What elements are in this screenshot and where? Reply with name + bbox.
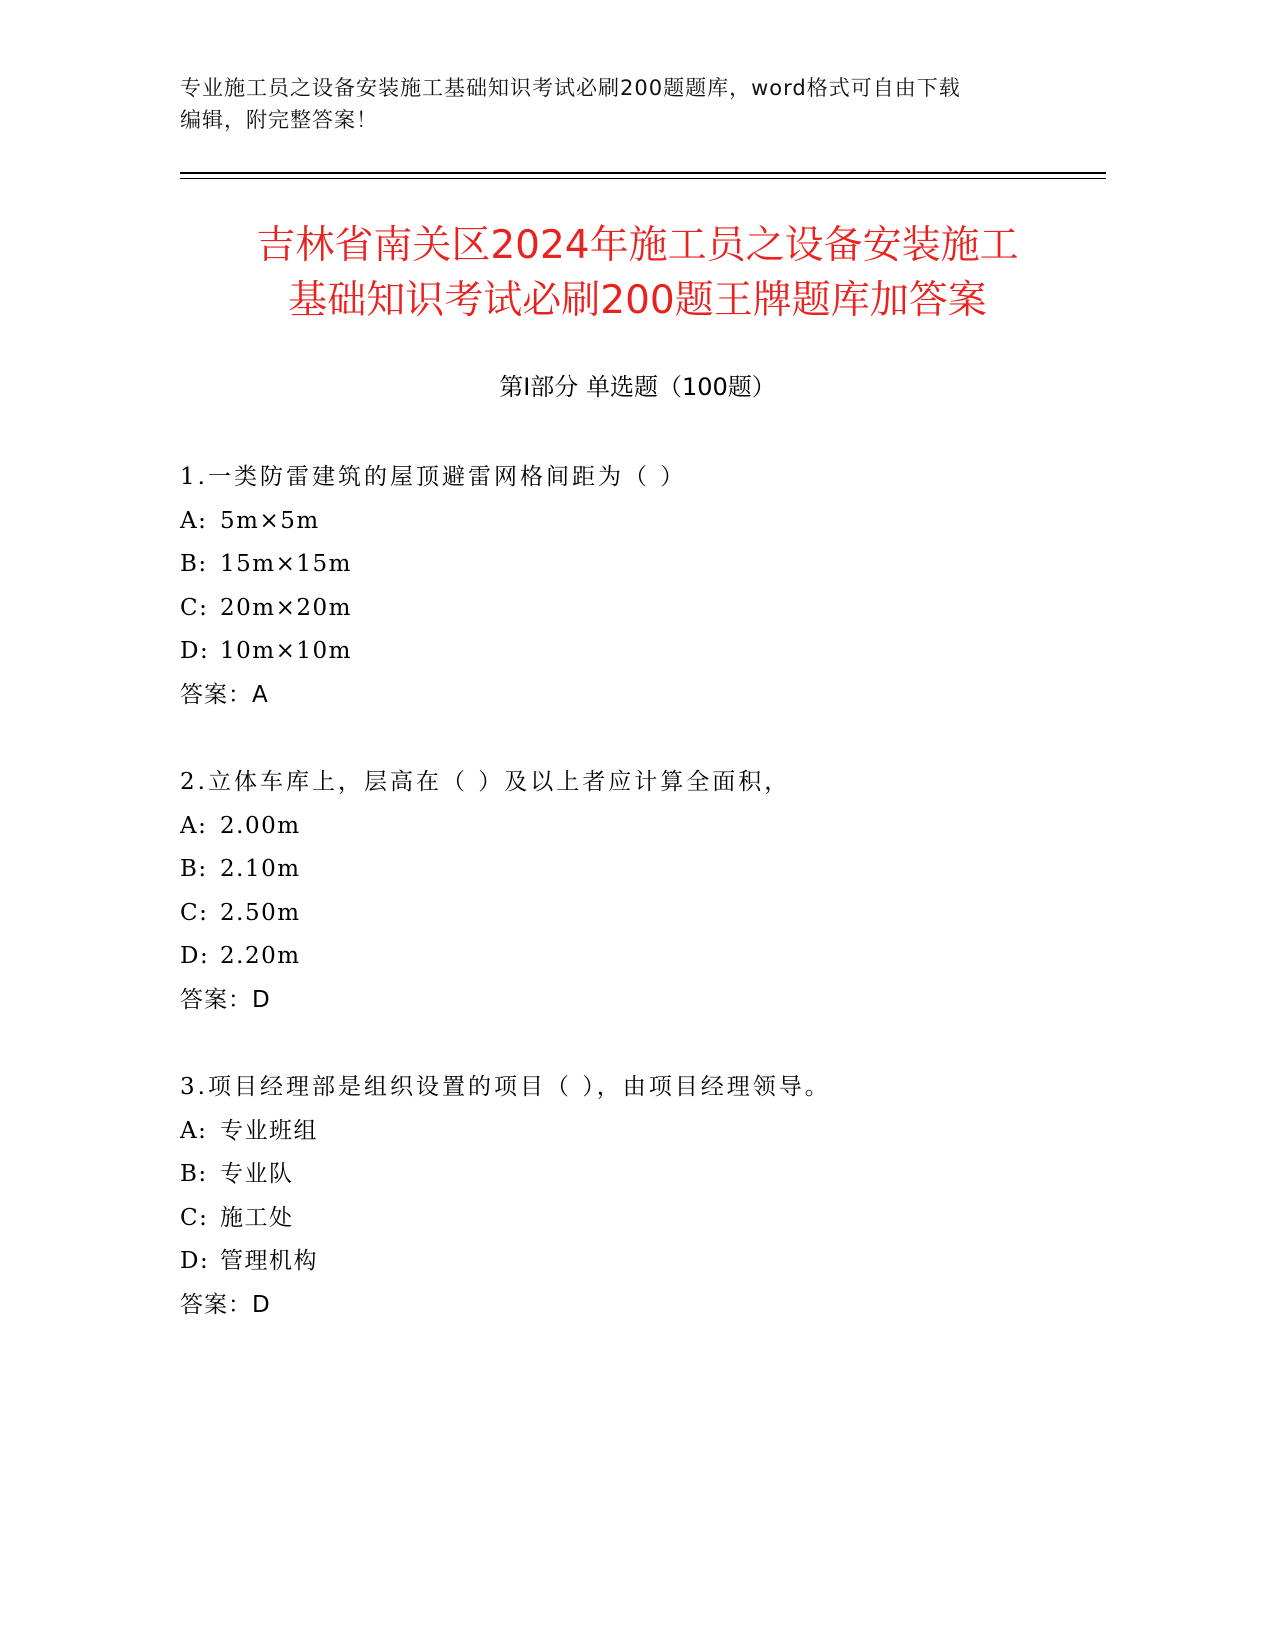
question-2 <box>180 761 1080 1023</box>
option-letter: D: <box>180 638 210 665</box>
option-letter: C: <box>180 899 209 926</box>
option-letter: B: <box>180 856 208 883</box>
option-d <box>180 630 1080 674</box>
header-note-line-1: 专业施工员之设备安装施工基础知识考试必刷200题题库，word格式可自由下载 <box>180 76 961 100</box>
option-text: 施工处 <box>220 1204 294 1231</box>
question-1 <box>180 456 1080 718</box>
question-3 <box>180 1066 1080 1328</box>
option-text: 2.50m <box>220 899 301 926</box>
option-text: 管理机构 <box>220 1248 318 1275</box>
option-text: 2.10m <box>220 856 301 883</box>
document-title-line-1: 吉林省南关区2024年施工员之设备安装施工 <box>256 223 1019 268</box>
section-heading: 第Ⅰ部分 单选题（100题） <box>499 373 776 401</box>
option-text: 10m×10m <box>220 638 352 665</box>
option-letter: B: <box>180 551 208 578</box>
option-a <box>180 500 1080 544</box>
option-b <box>180 848 1080 892</box>
option-c <box>180 587 1080 631</box>
question-stem: 2.立体车库上，层高在（ ）及以上者应计算全面积， <box>180 769 791 795</box>
header-divider-thin <box>180 178 1106 179</box>
document-title-line-2: 基础知识考试必刷200题王牌题库加答案 <box>288 278 987 323</box>
header-note-line-2: 编辑，附完整答案！ <box>180 108 378 132</box>
option-letter: B: <box>180 1161 208 1188</box>
option-letter: A: <box>180 1117 208 1144</box>
answer-line: 答案：A <box>180 681 269 708</box>
option-letter: C: <box>180 594 209 621</box>
option-text: 专业队 <box>220 1161 294 1188</box>
header-note <box>180 72 1080 136</box>
option-text: 20m×20m <box>220 594 352 621</box>
option-text: 5m×5m <box>220 507 320 534</box>
option-c <box>180 1197 1080 1241</box>
header-divider-thick <box>180 172 1106 174</box>
option-b <box>180 543 1080 587</box>
option-b <box>180 1153 1080 1197</box>
option-d <box>180 1240 1080 1284</box>
option-text: 2.00m <box>220 812 301 839</box>
answer-line: 答案：D <box>180 986 271 1013</box>
option-text: 专业班组 <box>220 1117 318 1144</box>
option-letter: D: <box>180 1248 210 1275</box>
question-stem: 3.项目经理部是组织设置的项目（ ），由项目经理领导。 <box>180 1074 831 1100</box>
question-stem: 1.一类防雷建筑的屋顶避雷网格间距为（ ） <box>180 464 687 490</box>
option-a <box>180 805 1080 849</box>
document-title <box>150 218 1125 328</box>
option-a <box>180 1110 1080 1154</box>
option-d <box>180 935 1080 979</box>
option-letter: A: <box>180 507 208 534</box>
option-text: 2.20m <box>220 943 301 970</box>
option-text: 15m×15m <box>220 551 352 578</box>
answer-line: 答案：D <box>180 1291 271 1318</box>
option-letter: C: <box>180 1204 209 1231</box>
option-c <box>180 892 1080 936</box>
option-letter: A: <box>180 812 208 839</box>
option-letter: D: <box>180 943 210 970</box>
